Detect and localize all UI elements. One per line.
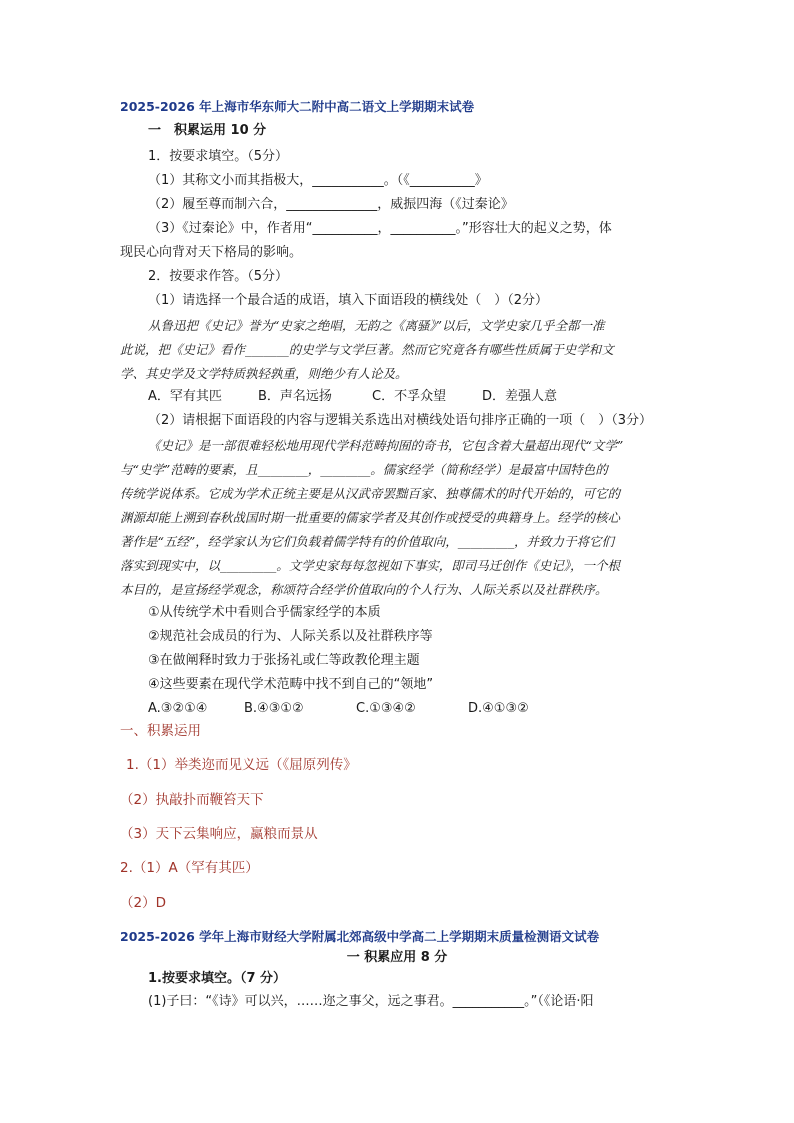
sub2-option-c: C.①③④② <box>356 701 416 716</box>
exam2-title: 2025-2026 学年上海市财经大学附属北郊高级中学高二上学期期末质量检测语文试卷 <box>120 929 600 944</box>
answer-line: 1.（1）举类迩而见义远（《屈原列传》 <box>126 757 357 773</box>
passage1-line: 从鲁迅把《史记》誉为“史家之绝唱，无韵之《离骚》”以后，文学史家几乎全都一准 <box>148 318 605 333</box>
answer-line: （3）天下云集响应，赢粮而景从 <box>120 826 318 842</box>
passage2-line: 著作是“五经”，经学家认为它们负载着儒学特有的价值取向，_________，并致力于将它们 <box>120 534 615 549</box>
passage2-line: 与“史学”范畴的要素，且________，________。儒家经学（简称经学）是最富中国特色的 <box>120 462 608 477</box>
passage2-line: 本目的，是宣扬经学观念，称颂符合经学价值取向的个人行为、人际关系以及社群秩序。 <box>120 582 608 597</box>
passage1-line: 此说，把《史记》看作_______的史学与文学巨著。然而它究竟各有哪些性质属于史学和文 <box>120 342 614 357</box>
sub1-option-b: B．声名远扬 <box>258 389 332 404</box>
sub1-option-d: D．差强人意 <box>482 389 558 404</box>
q1-item3-line1: （3）《过秦论》中，作者用“__________，__________。”形容壮大的起义之势，体 <box>148 221 612 236</box>
exam2-q1-item1: (1)子曰：“《诗》可以兴，……迩之事父，远之事君。___________。”（《论语·阳 <box>148 994 594 1009</box>
answer-line: （2）D <box>120 895 166 911</box>
exam1-title: 2025-2026 年上海市华东师大二附中高二语文上学期期末试卷 <box>120 99 475 114</box>
q1-stem: 1．按要求填空。（5分） <box>148 149 289 164</box>
passage2-line: 渊源却能上溯到春秋战国时期一批重要的儒家学者及其创作或授受的典籍身上。经学的核心 <box>120 510 621 525</box>
passage1-line: 学、其史学及文学特质孰轻孰重，则绝少有人论及。 <box>120 366 408 381</box>
sub2-option-d: D.④①③② <box>468 701 529 716</box>
q2-stem: 2．按要求作答。（5分） <box>148 269 289 284</box>
sub2-option-b: B.④③①② <box>244 701 304 716</box>
sub1-option-c: C．不孚众望 <box>372 389 447 404</box>
q1-item3-line2: 现民心向背对天下格局的影响。 <box>120 245 303 260</box>
statement-4: ④这些要素在现代学术范畴中找不到自己的“领地” <box>148 677 434 692</box>
exam1-section-heading: 一 积累运用 10 分 <box>148 123 267 138</box>
q2-sub1-stem: （1）请选择一个最合适的成语，填入下面语段的横线处（ ）（2分） <box>148 293 549 308</box>
statement-3: ③在做阐释时致力于张扬礼或仁等政教伦理主题 <box>148 653 420 668</box>
exam2-section-heading: 一 积累应用 8 分 <box>346 950 448 965</box>
answer-line: （2）执敲扑而鞭笞天下 <box>120 792 264 808</box>
q2-sub2-stem: （2）请根据下面语段的内容与逻辑关系选出对横线处语句排序正确的一项（ ）（3分） <box>148 413 653 428</box>
q1-item2: （2）履至尊而制六合，______________，威振四海（《过秦论》 <box>148 197 514 212</box>
answers-heading: 一、积累运用 <box>120 723 201 739</box>
passage2-line: 传统学说体系。它成为学术正统主要是从汉武帝罢黜百家、独尊儒术的时代开始的，可它的 <box>120 486 621 501</box>
passage2-line: 落实到现实中，以_________。文学史家每每忽视如下事实，即司马迁创作《史记》，一个根 <box>120 558 621 573</box>
passage2-line: 《史记》是一部很难轻松地用现代学科范畴拘囿的奇书，它包含着大量超出现代“文学” <box>148 438 624 453</box>
sub1-option-a: A．罕有其匹 <box>148 389 222 404</box>
answer-line: 2.（1）A（罕有其匹） <box>120 860 259 876</box>
statement-1: ①从传统学术中看则合乎儒家经学的本质 <box>148 605 381 620</box>
sub2-option-a: A.③②①④ <box>148 701 208 716</box>
exam2-q1-stem: 1.按要求填空。（7 分） <box>148 971 287 986</box>
statement-2: ②规范社会成员的行为、人际关系以及社群秩序等 <box>148 629 433 644</box>
q1-item1: （1）其称文小而其指极大，___________。（《__________》 <box>148 173 488 188</box>
